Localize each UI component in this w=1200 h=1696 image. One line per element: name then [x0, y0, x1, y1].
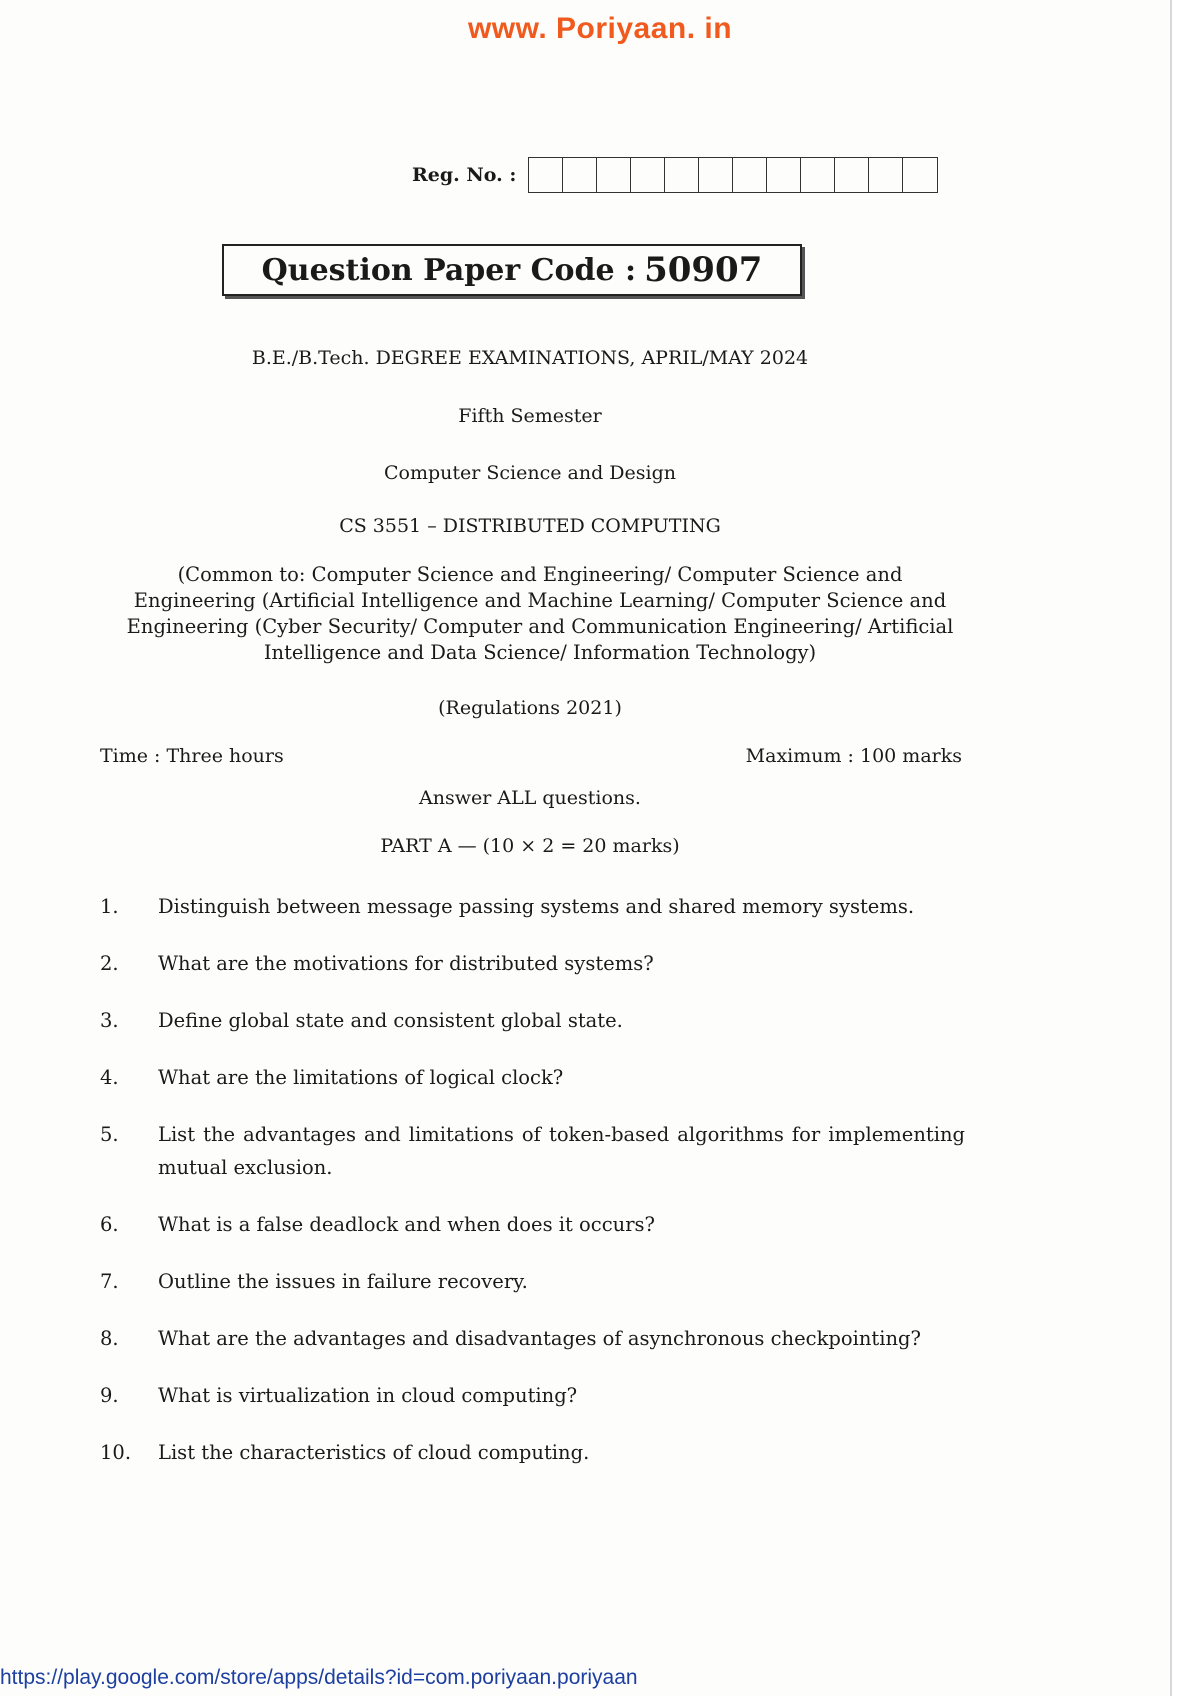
question-text: What is a false deadlock and when does it occurs? [158, 1213, 655, 1236]
common-to-block [100, 562, 980, 666]
question-number: 5. [100, 1123, 119, 1146]
question-number: 6. [100, 1213, 119, 1236]
reg-no-box [665, 158, 699, 192]
exam-title: B.E./B.Tech. DEGREE EXAMINATIONS, APRIL/MAY 2024 [251, 347, 809, 369]
instruction: Answer ALL questions. [419, 787, 641, 809]
question-paper-code-number: 50907 [644, 250, 763, 290]
reg-no-box [767, 158, 801, 192]
course-title: CS 3551 – DISTRIBUTED COMPUTING [339, 515, 721, 537]
reg-no-box [563, 158, 597, 192]
reg-no-box [903, 158, 937, 192]
common-to-line: Intelligence and Data Science/ Information Technology) [263, 641, 817, 664]
question-number: 8. [100, 1327, 119, 1350]
question-item [100, 1061, 965, 1094]
reg-no-boxes [528, 157, 938, 193]
question-number: 9. [100, 1384, 119, 1407]
common-to-line: (Common to: Computer Science and Engineering/ Computer Science and [177, 563, 903, 586]
reg-no-row [412, 157, 938, 193]
question-number: 7. [100, 1270, 119, 1293]
time-marks-row [100, 745, 962, 767]
site-header-link[interactable]: www. Poriyaan. in [467, 12, 733, 45]
question-text: What are the motivations for distributed systems? [158, 952, 654, 975]
question-item [100, 1379, 965, 1412]
common-to-line: Engineering (Artificial Intelligence and Machine Learning/ Computer Science and [133, 589, 947, 612]
question-text: List the advantages and limitations of token-based algorithms for implementing mutual exclusion. [158, 1123, 965, 1179]
question-number: 4. [100, 1066, 119, 1089]
question-text: Distinguish between message passing systems and shared memory systems. [158, 895, 915, 918]
question-item [100, 1265, 965, 1298]
time-allowed: Time : Three hours [100, 745, 284, 767]
question-number: 10. [100, 1441, 132, 1464]
question-number: 1. [100, 895, 119, 918]
question-text: What are the limitations of logical clock? [158, 1066, 564, 1089]
question-paper-code-label: Question Paper Code : [261, 252, 637, 288]
reg-no-box [631, 158, 665, 192]
regulations: (Regulations 2021) [438, 697, 622, 719]
question-item [100, 1436, 965, 1469]
site-footer-link[interactable]: https://play.google.com/store/apps/details?id=com.poriyaan.poriyaan [0, 1666, 638, 1689]
department: Computer Science and Design [383, 462, 676, 484]
question-item [100, 1004, 965, 1037]
reg-no-box [529, 158, 563, 192]
question-text: Outline the issues in failure recovery. [158, 1270, 528, 1293]
reg-no-box [801, 158, 835, 192]
question-item [100, 1322, 965, 1355]
question-text: What are the advantages and disadvantages of asynchronous checkpointing? [158, 1327, 921, 1350]
question-item [100, 1118, 965, 1184]
question-item [100, 947, 965, 980]
question-text: Define global state and consistent global state. [158, 1009, 623, 1032]
reg-no-box [597, 158, 631, 192]
question-text: What is virtualization in cloud computing? [158, 1384, 578, 1407]
reg-no-box [699, 158, 733, 192]
reg-no-label: Reg. No. : [412, 164, 517, 186]
question-item [100, 1208, 965, 1241]
common-to-line: Engineering (Cyber Security/ Computer and Communication Engineering/ Artificial [126, 615, 954, 638]
question-item [100, 890, 965, 923]
semester: Fifth Semester [458, 405, 602, 427]
reg-no-box [733, 158, 767, 192]
question-text: List the characteristics of cloud computing. [158, 1441, 590, 1464]
reg-no-box [835, 158, 869, 192]
maximum-marks: Maximum : 100 marks [745, 745, 962, 767]
question-paper-code-box [222, 244, 802, 296]
part-a-heading: PART A — (10 × 2 = 20 marks) [380, 835, 680, 857]
reg-no-box [869, 158, 903, 192]
question-number: 3. [100, 1009, 119, 1032]
question-number: 2. [100, 952, 119, 975]
